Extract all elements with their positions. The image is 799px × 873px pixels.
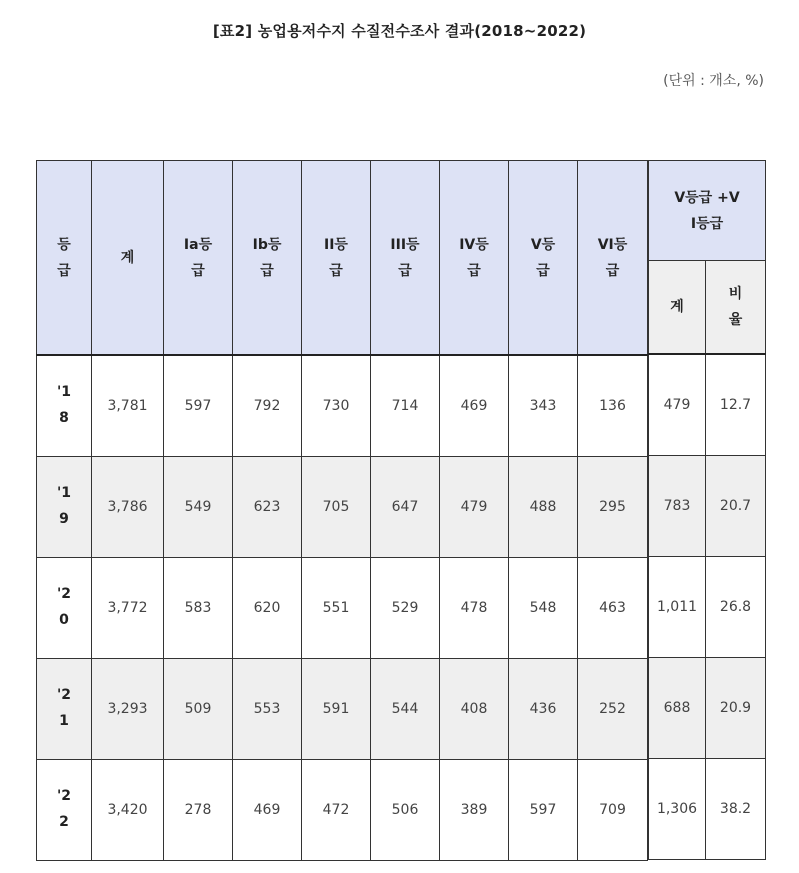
row-value: 647 (371, 457, 440, 558)
row-value: 469 (233, 760, 302, 861)
row-v-vi-ratio: 12.7 (706, 354, 766, 456)
row-year: '22 (37, 760, 92, 861)
header-class-vi: VI등급 (578, 161, 648, 356)
row-value: 463 (578, 558, 648, 659)
v-vi-summary-table (648, 160, 766, 860)
row-v-vi-sum: 783 (649, 456, 706, 557)
row-value: 597 (164, 355, 233, 457)
header-total: 계 (92, 161, 164, 356)
header-class-ib: Ib등급 (233, 161, 302, 356)
row-value: 408 (440, 659, 509, 760)
header-class-ia: Ia등급 (164, 161, 233, 356)
row-value: 553 (233, 659, 302, 760)
row-value: 597 (509, 760, 578, 861)
table-row (649, 456, 766, 557)
row-v-vi-sum: 479 (649, 354, 706, 456)
row-value: 705 (302, 457, 371, 558)
row-total: 3,781 (92, 355, 164, 457)
row-value: 714 (371, 355, 440, 457)
grade-table (36, 160, 648, 861)
row-total: 3,293 (92, 659, 164, 760)
row-value: 583 (164, 558, 233, 659)
row-value: 469 (440, 355, 509, 457)
table-row (37, 659, 648, 760)
row-total: 3,786 (92, 457, 164, 558)
table-row (649, 557, 766, 658)
row-value: 551 (302, 558, 371, 659)
row-value: 544 (371, 659, 440, 760)
row-value: 252 (578, 659, 648, 760)
row-year: '18 (37, 355, 92, 457)
row-year: '19 (37, 457, 92, 558)
header-v-vi-group: V등급 +VI등급 (649, 161, 766, 261)
table-row (37, 457, 648, 558)
row-value: 278 (164, 760, 233, 861)
header-side-ratio: 비율 (706, 261, 766, 355)
row-value: 730 (302, 355, 371, 457)
row-v-vi-ratio: 26.8 (706, 557, 766, 658)
row-value: 389 (440, 760, 509, 861)
row-value: 479 (440, 457, 509, 558)
table-row (649, 759, 766, 860)
row-value: 509 (164, 659, 233, 760)
header-class-iv: IV등급 (440, 161, 509, 356)
table-title: [표2] 농업용저수지 수질전수조사 결과(2018~2022) (212, 22, 587, 40)
row-value: 709 (578, 760, 648, 861)
header-row (649, 261, 766, 355)
table-row (649, 354, 766, 456)
row-value: 591 (302, 659, 371, 760)
header-class-v: V등급 (509, 161, 578, 356)
unit-label: (단위 : 개소, %) (663, 73, 764, 89)
row-total: 3,420 (92, 760, 164, 861)
row-v-vi-ratio: 38.2 (706, 759, 766, 860)
row-v-vi-ratio: 20.9 (706, 658, 766, 759)
header-class-ii: II등급 (302, 161, 371, 356)
table-row (37, 760, 648, 861)
row-value: 436 (509, 659, 578, 760)
row-v-vi-ratio: 20.7 (706, 456, 766, 557)
header-row (37, 161, 648, 356)
row-value: 488 (509, 457, 578, 558)
row-value: 620 (233, 558, 302, 659)
row-value: 295 (578, 457, 648, 558)
row-year: '21 (37, 659, 92, 760)
table-row (37, 558, 648, 659)
row-v-vi-sum: 688 (649, 658, 706, 759)
header-grade: 등급 (37, 161, 92, 356)
row-value: 792 (233, 355, 302, 457)
table-row (649, 658, 766, 759)
header-class-iii: III등급 (371, 161, 440, 356)
row-value: 136 (578, 355, 648, 457)
row-value: 623 (233, 457, 302, 558)
header-side-total: 계 (649, 261, 706, 355)
table-row (37, 355, 648, 457)
row-value: 548 (509, 558, 578, 659)
row-value: 549 (164, 457, 233, 558)
row-v-vi-sum: 1,306 (649, 759, 706, 860)
row-v-vi-sum: 1,011 (649, 557, 706, 658)
row-value: 343 (509, 355, 578, 457)
header-row (649, 161, 766, 261)
row-value: 478 (440, 558, 509, 659)
row-total: 3,772 (92, 558, 164, 659)
row-value: 529 (371, 558, 440, 659)
row-value: 472 (302, 760, 371, 861)
row-value: 506 (371, 760, 440, 861)
row-year: '20 (37, 558, 92, 659)
